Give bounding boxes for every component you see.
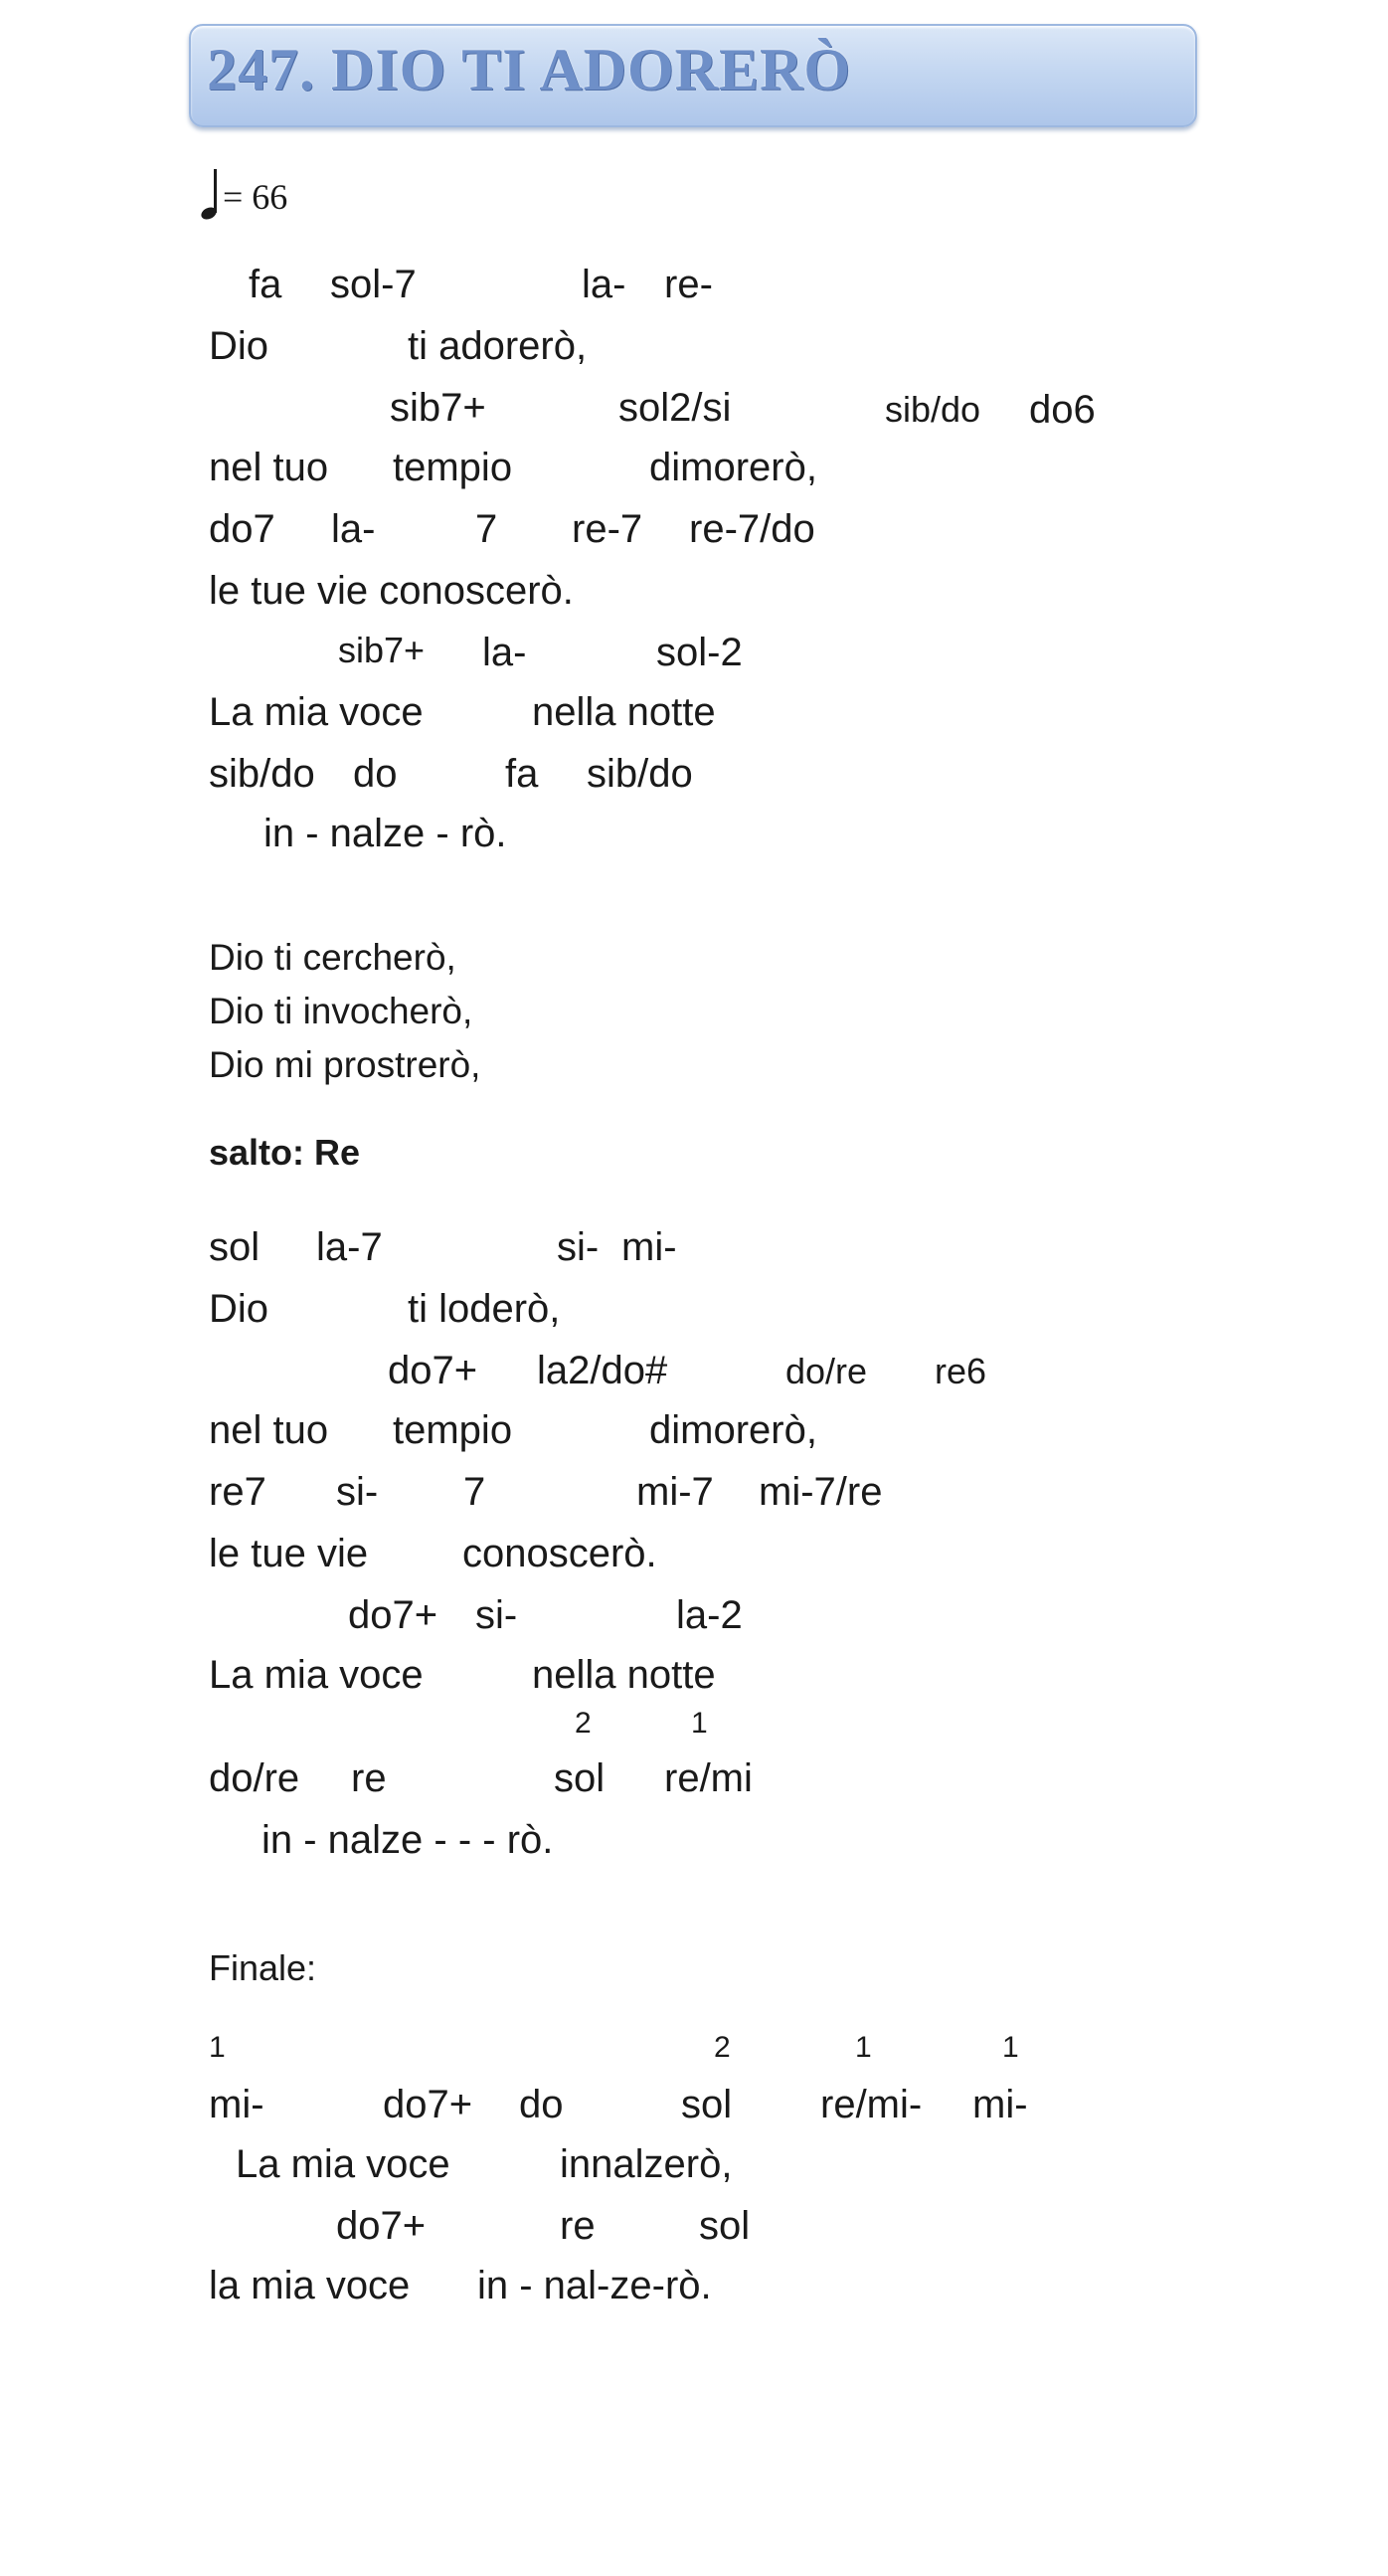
chord-label: la-: [482, 631, 527, 674]
chord-label: la-2: [676, 1593, 743, 1637]
chord-label: do: [353, 752, 398, 796]
chord-label: do7+: [383, 2083, 473, 2126]
fingering-mark: 1: [691, 1707, 708, 1740]
chord-label: re: [560, 2204, 596, 2248]
chord-label: la-7: [316, 1225, 383, 1269]
chord-label: sib/do: [209, 752, 315, 796]
lyric-text: nella notte: [532, 690, 716, 734]
fingering-mark: 2: [575, 1707, 592, 1740]
lyric-text: la mia voce: [209, 2264, 411, 2307]
chord-label: re-7: [572, 507, 643, 551]
tempo-marking: [201, 169, 287, 223]
lyric-text: Dio: [209, 1287, 269, 1331]
chord-label: si-: [336, 1470, 379, 1514]
chord-label: sol2/si: [618, 386, 732, 430]
chord-label: sol: [554, 1756, 606, 1800]
chord-label: la-: [331, 507, 376, 551]
fingering-mark: 1: [855, 2031, 872, 2064]
lyric-text: La mia voce: [209, 690, 424, 734]
lyric-text: Dio ti invocherò,: [209, 991, 473, 1031]
lyric-text: La mia voce: [209, 1653, 424, 1697]
chord-label: fa: [505, 752, 539, 796]
chord-label: fa: [249, 263, 282, 306]
chord-label: la2/do#: [537, 1349, 668, 1392]
chord-label: si-: [475, 1593, 518, 1637]
chord-label: sib/do: [587, 752, 693, 796]
chord-label: do/re: [785, 1351, 868, 1391]
lyric-text: La mia voce: [236, 2142, 450, 2186]
page-title: 247. DIO TI ADORERÒ: [207, 37, 852, 102]
chord-label: re: [351, 1756, 387, 1800]
lyric-text: dimorerò,: [649, 1408, 817, 1452]
lyric-text: in - nalze - rò.: [263, 812, 507, 855]
chord-label: do7+: [348, 1593, 438, 1637]
chord-label: mi-7: [636, 1470, 714, 1514]
chord-label: mi-7/re: [759, 1470, 883, 1514]
chord-label: do/re: [209, 1756, 300, 1800]
chord-label: sib/do: [885, 389, 981, 430]
lyric-text: dimorerò,: [649, 446, 817, 489]
lyric-text: ti adorerò,: [408, 324, 588, 368]
lyric-text: Dio ti cercherò,: [209, 937, 456, 978]
chord-label: sol-2: [656, 631, 743, 674]
lyric-text: nel tuo: [209, 446, 329, 489]
chord-label: re6: [935, 1351, 987, 1391]
tempo-value: = 66: [223, 177, 288, 217]
fingering-mark: 2: [714, 2031, 731, 2064]
lyric-text: innalzerò,: [560, 2142, 733, 2186]
lyric-text: conoscerò.: [462, 1532, 657, 1575]
chord-label: re/mi-: [820, 2083, 923, 2126]
chord-label: re-: [664, 263, 713, 306]
lyric-text: in - nal-ze-rò.: [477, 2264, 712, 2307]
chord-label: re-7/do: [689, 507, 815, 551]
lyric-text: nel tuo: [209, 1408, 329, 1452]
chord-label: do7+: [336, 2204, 427, 2248]
chord-label: si-: [557, 1225, 600, 1269]
chord-label: sol: [209, 1225, 260, 1269]
chord-label: mi-: [209, 2083, 264, 2126]
fingering-mark: 1: [1002, 2031, 1019, 2064]
chord-label: re/mi: [664, 1756, 753, 1800]
lyric-text: in - nalze - - - rò.: [261, 1818, 554, 1862]
lyric-text: tempio: [393, 446, 513, 489]
chord-label: sib7+: [338, 630, 426, 670]
chord-label: sol: [699, 2204, 751, 2248]
chord-label: re7: [209, 1470, 266, 1514]
lyric-text: Dio: [209, 324, 269, 368]
chord-label: la-: [582, 263, 626, 306]
lyric-text: Dio mi prostrerò,: [209, 1044, 481, 1085]
chord-label: do6: [1029, 388, 1096, 432]
lyric-text: tempio: [393, 1408, 513, 1452]
section-label: salto: Re: [209, 1132, 361, 1173]
chord-label: mi-: [621, 1225, 677, 1269]
section-label: Finale:: [209, 1947, 317, 1988]
title-banner: [189, 24, 1197, 127]
chord-label: do7: [209, 507, 275, 551]
chord-label: sib7+: [390, 386, 486, 430]
lyric-text: nella notte: [532, 1653, 716, 1697]
quarter-note-icon: [201, 169, 219, 223]
chord-label: do7+: [388, 1349, 478, 1392]
lyric-text: ti loderò,: [408, 1287, 561, 1331]
lyric-text: le tue vie conoscerò.: [209, 569, 574, 613]
chord-label: mi-: [972, 2083, 1028, 2126]
lyric-text: le tue vie: [209, 1532, 369, 1575]
chord-label: 7: [475, 507, 498, 551]
fingering-mark: 1: [209, 2031, 226, 2064]
chord-label: sol-7: [330, 263, 417, 306]
chord-label: 7: [463, 1470, 486, 1514]
chord-label: sol: [681, 2083, 733, 2126]
chord-label: do: [519, 2083, 564, 2126]
